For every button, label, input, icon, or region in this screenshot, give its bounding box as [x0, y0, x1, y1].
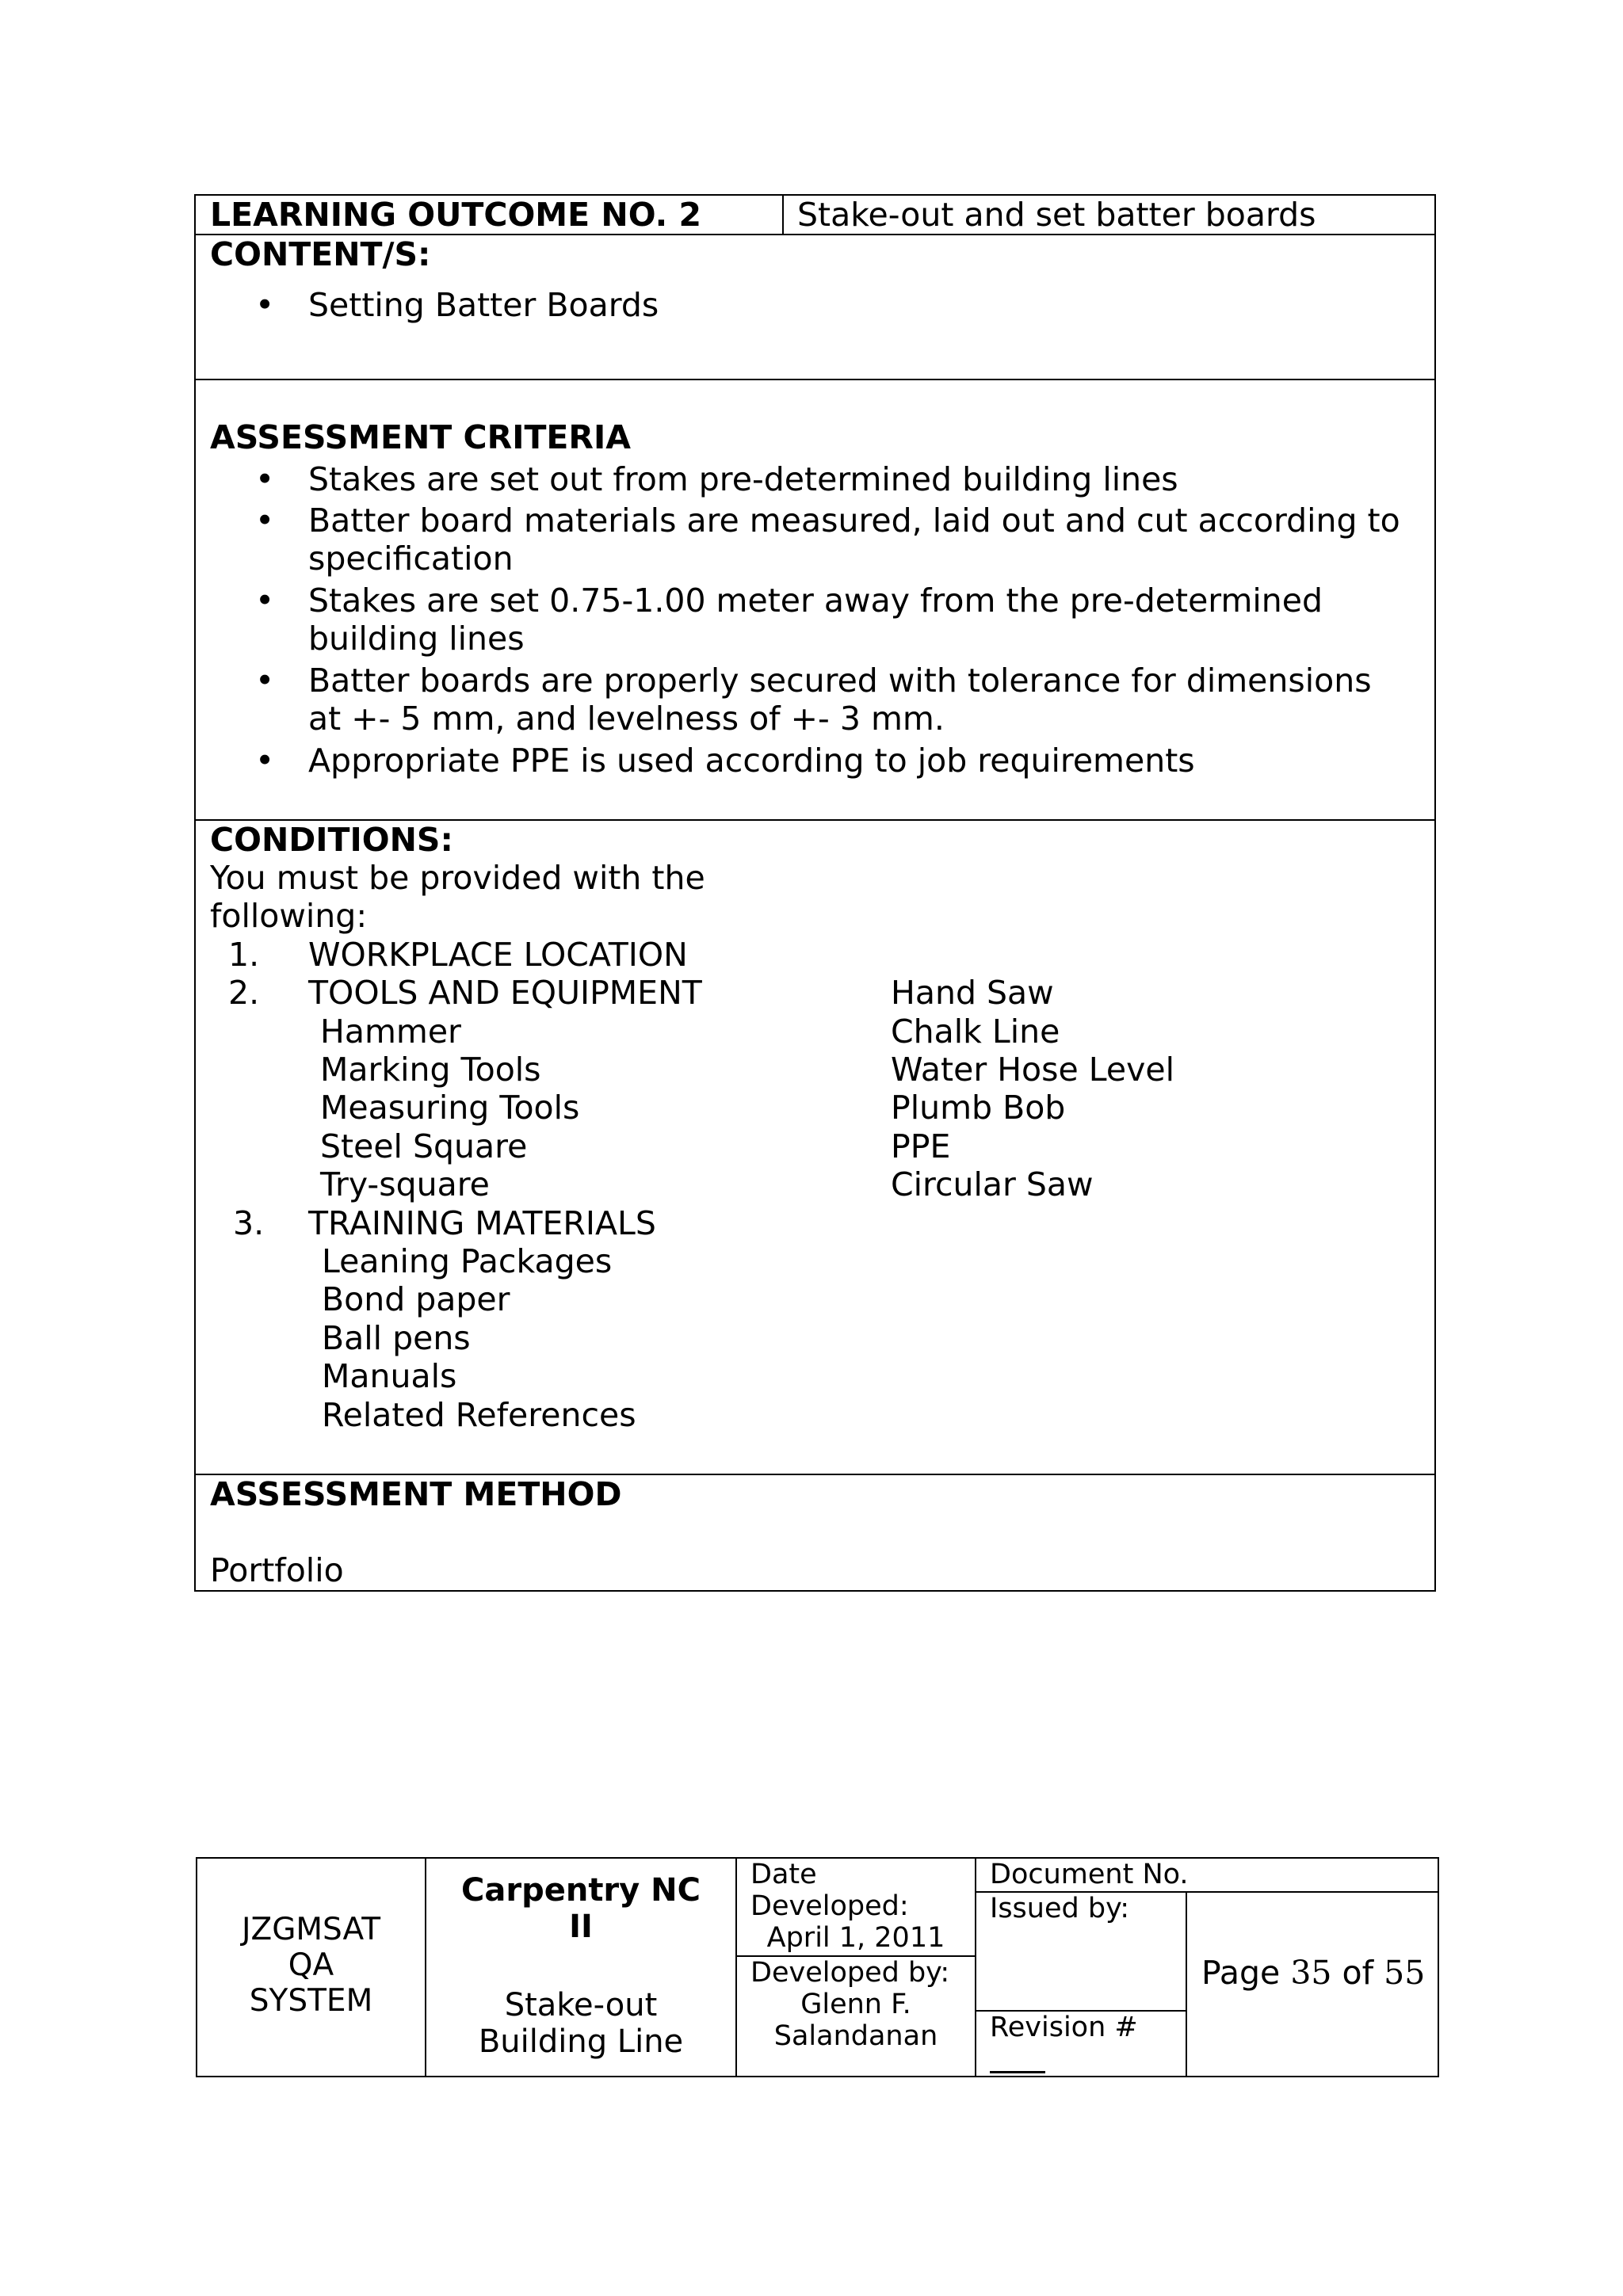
- revision-blank-line: [990, 2071, 1045, 2073]
- criteria-item: Batter board materials are measured, laid out and cut according to: [308, 502, 1400, 540]
- criteria-item-continued: building lines: [308, 620, 525, 658]
- footer-divider: [1186, 1891, 1187, 2077]
- content-item: Setting Batter Boards: [308, 286, 659, 324]
- footer-org: JZGMSAT: [241, 1912, 381, 1947]
- conditions-heading: CONDITIONS:: [210, 821, 453, 859]
- conditions-intro: You must be provided with the: [210, 859, 705, 897]
- bullet-icon: •: [255, 662, 275, 700]
- footer-revision: Revision #: [990, 2012, 1138, 2043]
- footer-border-top: [196, 1857, 1439, 1859]
- footer-developer-label: Developed by:: [750, 1957, 950, 1989]
- page-current: 35: [1290, 1954, 1332, 1992]
- criteria-heading: ASSESSMENT CRITERIA: [210, 418, 631, 456]
- footer-issued-by: Issued by:: [990, 1893, 1130, 1924]
- conditions-intro: following:: [210, 897, 368, 935]
- tool-item: Water Hose Level: [891, 1051, 1174, 1089]
- footer-date-label: Date: [750, 1859, 817, 1890]
- footer-course: Carpentry NC: [461, 1872, 701, 1909]
- content-heading: CONTENT/S:: [210, 235, 431, 273]
- criteria-item-continued: specification: [308, 540, 514, 578]
- tool-item: PPE: [891, 1127, 951, 1165]
- tool-item: Plumb Bob: [891, 1089, 1066, 1127]
- footer-module: Stake-out: [504, 1987, 658, 2023]
- tool-item: Measuring Tools: [320, 1089, 580, 1127]
- bullet-icon: •: [255, 286, 275, 324]
- header-cell-divider: [782, 194, 784, 235]
- tool-item: Chalk Line: [891, 1013, 1060, 1051]
- footer-border-bottom: [196, 2076, 1439, 2077]
- footer-date-label: Developed:: [750, 1890, 909, 1922]
- outcome-label: LEARNING OUTCOME NO. 2: [210, 196, 702, 234]
- page-word: Page: [1201, 1954, 1281, 1992]
- condition-item: TOOLS AND EQUIPMENT: [308, 974, 702, 1012]
- table-border-left: [194, 194, 196, 1592]
- footer-developer-name: Glenn F.: [800, 1989, 911, 2020]
- tool-item: Steel Square: [320, 1127, 528, 1165]
- material-item: Ball pens: [322, 1319, 471, 1357]
- footer-org: QA: [288, 1947, 334, 1983]
- footer-org: SYSTEM: [249, 1983, 373, 2019]
- footer-course: II: [569, 1909, 593, 1945]
- criteria-item-continued: at +- 5 mm, and levelness of +- 3 mm.: [308, 700, 945, 738]
- table-border-right: [1434, 194, 1436, 1592]
- footer-document-no: Document No.: [990, 1859, 1189, 1890]
- table-border-bottom: [194, 1590, 1436, 1592]
- criteria-item: Stakes are set 0.75-1.00 meter away from the pre-determined: [308, 582, 1323, 620]
- condition-item: WORKPLACE LOCATION: [308, 936, 688, 974]
- bullet-icon: •: [255, 460, 275, 498]
- footer-divider: [975, 1857, 976, 2077]
- criteria-item: Appropriate PPE is used according to job requirements: [308, 742, 1195, 780]
- list-number: 1.: [228, 936, 260, 974]
- bullet-icon: •: [255, 502, 275, 540]
- material-item: Related References: [322, 1396, 636, 1434]
- footer-developer-name: Salandanan: [773, 2020, 938, 2052]
- bullet-icon: •: [255, 582, 275, 620]
- list-number: 2.: [228, 974, 260, 1012]
- condition-item: TRAINING MATERIALS: [308, 1204, 656, 1242]
- material-item: Manuals: [322, 1357, 457, 1395]
- tool-item: Marking Tools: [320, 1051, 541, 1089]
- footer-date-value: April 1, 2011: [766, 1922, 945, 1954]
- footer-module: Building Line: [478, 2023, 684, 2060]
- table-divider: [194, 379, 1436, 380]
- page-total: 55: [1384, 1954, 1426, 1992]
- tool-item: Circular Saw: [891, 1165, 1094, 1203]
- page-of-word: of: [1342, 1954, 1374, 1992]
- method-value: Portfolio: [210, 1551, 344, 1589]
- material-item: Leaning Packages: [322, 1242, 613, 1280]
- criteria-item: Batter boards are properly secured with tolerance for dimensions: [308, 662, 1372, 700]
- footer-border-right: [1438, 1857, 1439, 2077]
- outcome-title: Stake-out and set batter boards: [797, 196, 1316, 234]
- tool-item: Hand Saw: [891, 974, 1054, 1012]
- footer-page-number: [1201, 1954, 1425, 1992]
- bullet-icon: •: [255, 742, 275, 780]
- method-heading: ASSESSMENT METHOD: [210, 1475, 622, 1513]
- material-item: Bond paper: [322, 1280, 510, 1318]
- tool-item: Hammer: [320, 1013, 461, 1051]
- criteria-item: Stakes are set out from pre-determined building lines: [308, 460, 1178, 498]
- list-number: 3.: [233, 1204, 265, 1242]
- tool-item: Try-square: [320, 1165, 490, 1203]
